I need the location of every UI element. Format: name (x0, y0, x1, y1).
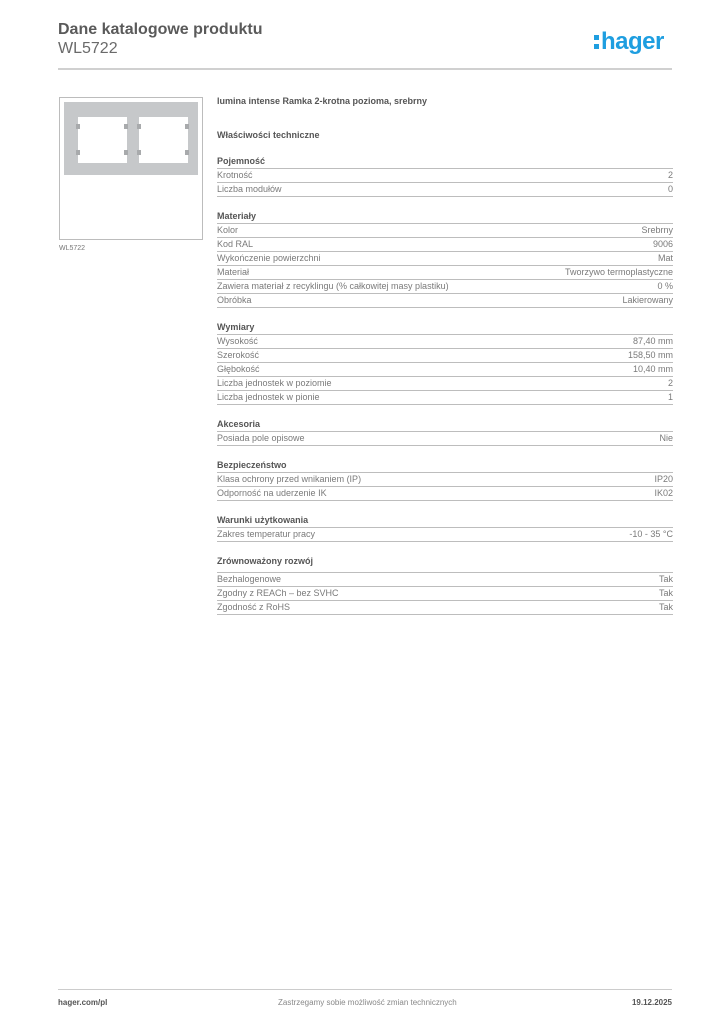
spec-row (217, 224, 673, 238)
product-code: WL5722 (58, 40, 118, 57)
spec-section (217, 460, 673, 501)
section-title: Materiały (217, 211, 673, 224)
spec-label: Liczba modułów (217, 184, 282, 194)
spec-value: Nie (659, 433, 673, 443)
spec-value: 2 (667, 170, 673, 180)
spec-value: Tak (658, 588, 673, 598)
spec-content (217, 96, 673, 615)
spec-label: Wysokość (217, 336, 258, 346)
spec-value: IP20 (654, 474, 673, 484)
spec-row (217, 587, 673, 601)
spec-section (217, 515, 673, 542)
spec-label: Zawiera materiał z recyklingu (% całkowitej masy plastiku) (217, 281, 449, 291)
spec-value: IK02 (654, 488, 673, 498)
properties-title: Właściwości techniczne (217, 130, 320, 140)
spec-label: Odporność na uderzenie IK (217, 488, 327, 498)
spec-value: Lakierowany (622, 295, 673, 305)
header-divider (58, 68, 672, 70)
spec-label: Zgodność z RoHS (217, 602, 291, 612)
spec-row (217, 266, 673, 280)
footer-website-link[interactable]: hager.com/pl (58, 998, 108, 1007)
spec-value: Tworzywo termoplastyczne (564, 267, 673, 277)
spec-row (217, 280, 673, 294)
spec-row (217, 252, 673, 266)
header-title: Dane katalogowe produktu (58, 21, 263, 38)
frame-icon (64, 102, 198, 175)
spec-row (217, 573, 673, 587)
section-title: Warunki użytkowania (217, 515, 673, 528)
spec-label: Liczba jednostek w poziomie (217, 378, 332, 388)
spec-label: Szerokość (217, 350, 260, 360)
spec-value: 2 (667, 378, 673, 388)
logo-text: hager (601, 28, 664, 55)
spec-label: Bezhalogenowe (217, 574, 282, 584)
spec-label: Zakres temperatur pracy (217, 529, 316, 539)
spec-value: Mat (657, 253, 673, 263)
hager-logo[interactable] (594, 28, 664, 56)
spec-label: Posiada pole opisowe (217, 433, 305, 443)
footer-disclaimer: Zastrzegamy sobie możliwość zmian technicznych (278, 998, 457, 1007)
spec-row (217, 432, 673, 446)
spec-label: Klasa ochrony przed wnikaniem (IP) (217, 474, 362, 484)
spec-value: 0 (667, 184, 673, 194)
spec-label: Głębokość (217, 364, 260, 374)
spec-section (217, 419, 673, 446)
spec-section (217, 156, 673, 197)
spec-row (217, 169, 673, 183)
spec-row (217, 377, 673, 391)
spec-label: Kod RAL (217, 239, 254, 249)
spec-section (217, 211, 673, 308)
spec-row (217, 473, 673, 487)
spec-section (217, 556, 673, 615)
spec-sections (217, 156, 673, 615)
logo-colon-icon (594, 34, 599, 50)
spec-row (217, 335, 673, 349)
spec-label: Zgodny z REACh – bez SVHC (217, 588, 339, 598)
spec-label: Obróbka (217, 295, 252, 305)
spec-value: 1 (667, 392, 673, 402)
spec-label: Krotność (217, 170, 253, 180)
spec-row (217, 183, 673, 197)
spec-row (217, 601, 673, 615)
spec-value: 10,40 mm (632, 364, 673, 374)
spec-value: -10 - 35 °C (629, 529, 673, 539)
spec-row (217, 528, 673, 542)
image-caption: WL5722 (59, 245, 86, 252)
spec-label: Liczba jednostek w pionie (217, 392, 320, 402)
section-title: Bezpieczeństwo (217, 460, 673, 473)
spec-section (217, 322, 673, 405)
section-title: Wymiary (217, 322, 673, 335)
section-title: Akcesoria (217, 419, 673, 432)
footer-divider (58, 989, 672, 990)
spec-row (217, 487, 673, 501)
spec-label: Wykończenie powierzchni (217, 253, 321, 263)
spec-label: Materiał (217, 267, 250, 277)
product-name: lumina intense Ramka 2-krotna pozioma, srebrny (217, 96, 428, 106)
spec-value: 87,40 mm (632, 336, 673, 346)
spec-value: 9006 (652, 239, 673, 249)
spec-row (217, 391, 673, 405)
spec-value: 0 % (657, 281, 673, 291)
spec-value: Srebrny (641, 225, 673, 235)
product-image (59, 97, 203, 240)
section-title: Zrównoważony rozwój (217, 556, 673, 573)
spec-row (217, 294, 673, 308)
spec-value: Tak (658, 574, 673, 584)
spec-row (217, 363, 673, 377)
footer-date: 19.12.2025 (631, 998, 672, 1007)
spec-row (217, 349, 673, 363)
section-title: Pojemność (217, 156, 673, 169)
spec-label: Kolor (217, 225, 239, 235)
spec-value: 158,50 mm (627, 350, 673, 360)
spec-value: Tak (658, 602, 673, 612)
spec-row (217, 238, 673, 252)
